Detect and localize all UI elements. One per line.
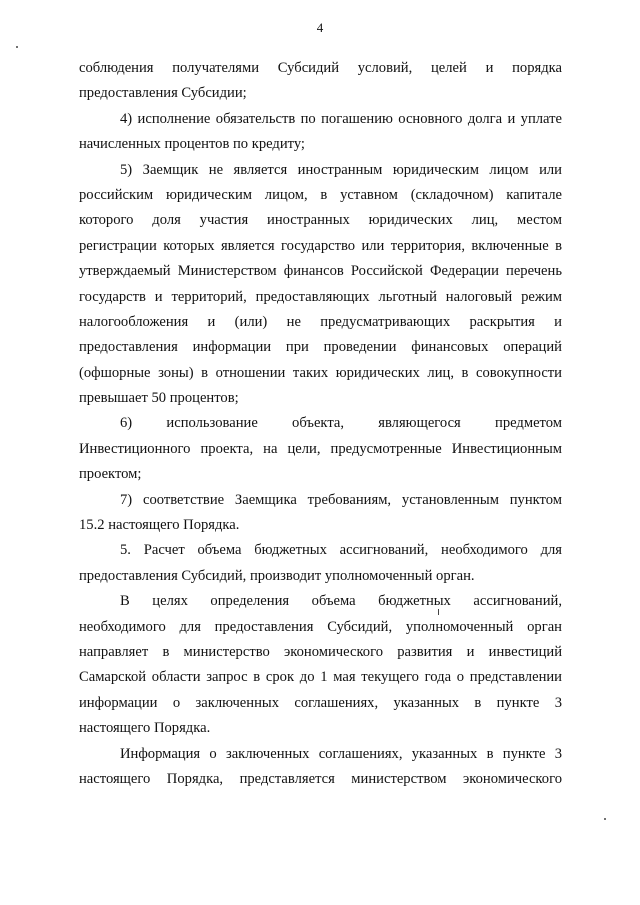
text-line: 5) Заемщик не является иностранным юридическим лицом или <box>120 161 562 178</box>
scan-speck <box>438 609 439 615</box>
text-line: 6) использование объекта, являющегося предметом <box>120 415 562 432</box>
text-line: настоящего Порядка, представляется министерством экономического <box>79 770 562 787</box>
text-line: налогообложения и (или) не предусматривающих раскрытия и <box>79 313 562 330</box>
text-line: (офшорные зоны) в отношении таких юридических лиц, в совокупности <box>79 364 562 381</box>
text-line: 4) исполнение обязательств по погашению основного долга и уплате <box>120 110 562 127</box>
text-line: 15.2 настоящего Порядка. <box>79 517 240 534</box>
text-line: необходимого для предоставления Субсидий, уполномоченный орган <box>79 618 562 635</box>
text-line: проектом; <box>79 466 142 483</box>
text-line: настоящего Порядка. <box>79 720 211 737</box>
text-line: 5. Расчет объема бюджетных ассигнований, необходимого для <box>120 542 562 559</box>
document-text <box>79 56 562 792</box>
text-line: превышает 50 процентов; <box>79 390 239 407</box>
text-line: Информация о заключенных соглашениях, указанных в пункте 3 <box>120 745 562 762</box>
text-line: направляет в министерство экономического развития и инвестиций <box>79 643 562 660</box>
scan-speck <box>16 46 18 48</box>
text-line: российским юридическим лицом, в уставном (складочном) капитале <box>79 186 562 203</box>
text-line: В целях определения объема бюджетных ассигнований, <box>120 593 562 610</box>
text-line: соблюдения получателями Субсидий условий, целей и порядка <box>79 60 562 76</box>
scan-speck <box>604 818 606 820</box>
text-line: которого доля участия иностранных юридических лиц, местом <box>79 212 562 229</box>
text-line: регистрации которых является государство или территория, включенные в <box>79 237 562 254</box>
text-line: Инвестиционного проекта, на цели, предусмотренные Инвестиционным <box>79 440 562 457</box>
text-line: Самарской области запрос в срок до 1 мая текущего года о представлении <box>79 669 562 686</box>
text-line: 7) соответствие Заемщика требованиям, установленным пунктом <box>120 491 562 508</box>
text-line: государств и территорий, предоставляющих льготный налоговый режим <box>79 288 562 305</box>
text-line: предоставления Субсидии; <box>79 85 247 102</box>
text-line: информации о заключенных соглашениях, указанных в пункте 3 <box>79 694 562 711</box>
text-line: предоставления информации при проведении финансовых операций <box>79 339 562 356</box>
text-line: утверждаемый Министерством финансов Российской Федерации перечень <box>79 263 562 280</box>
text-line: предоставления Субсидий, производит уполномоченный орган. <box>79 567 475 584</box>
text-line: начисленных процентов по кредиту; <box>79 136 305 153</box>
page-number: 4 <box>316 20 324 35</box>
